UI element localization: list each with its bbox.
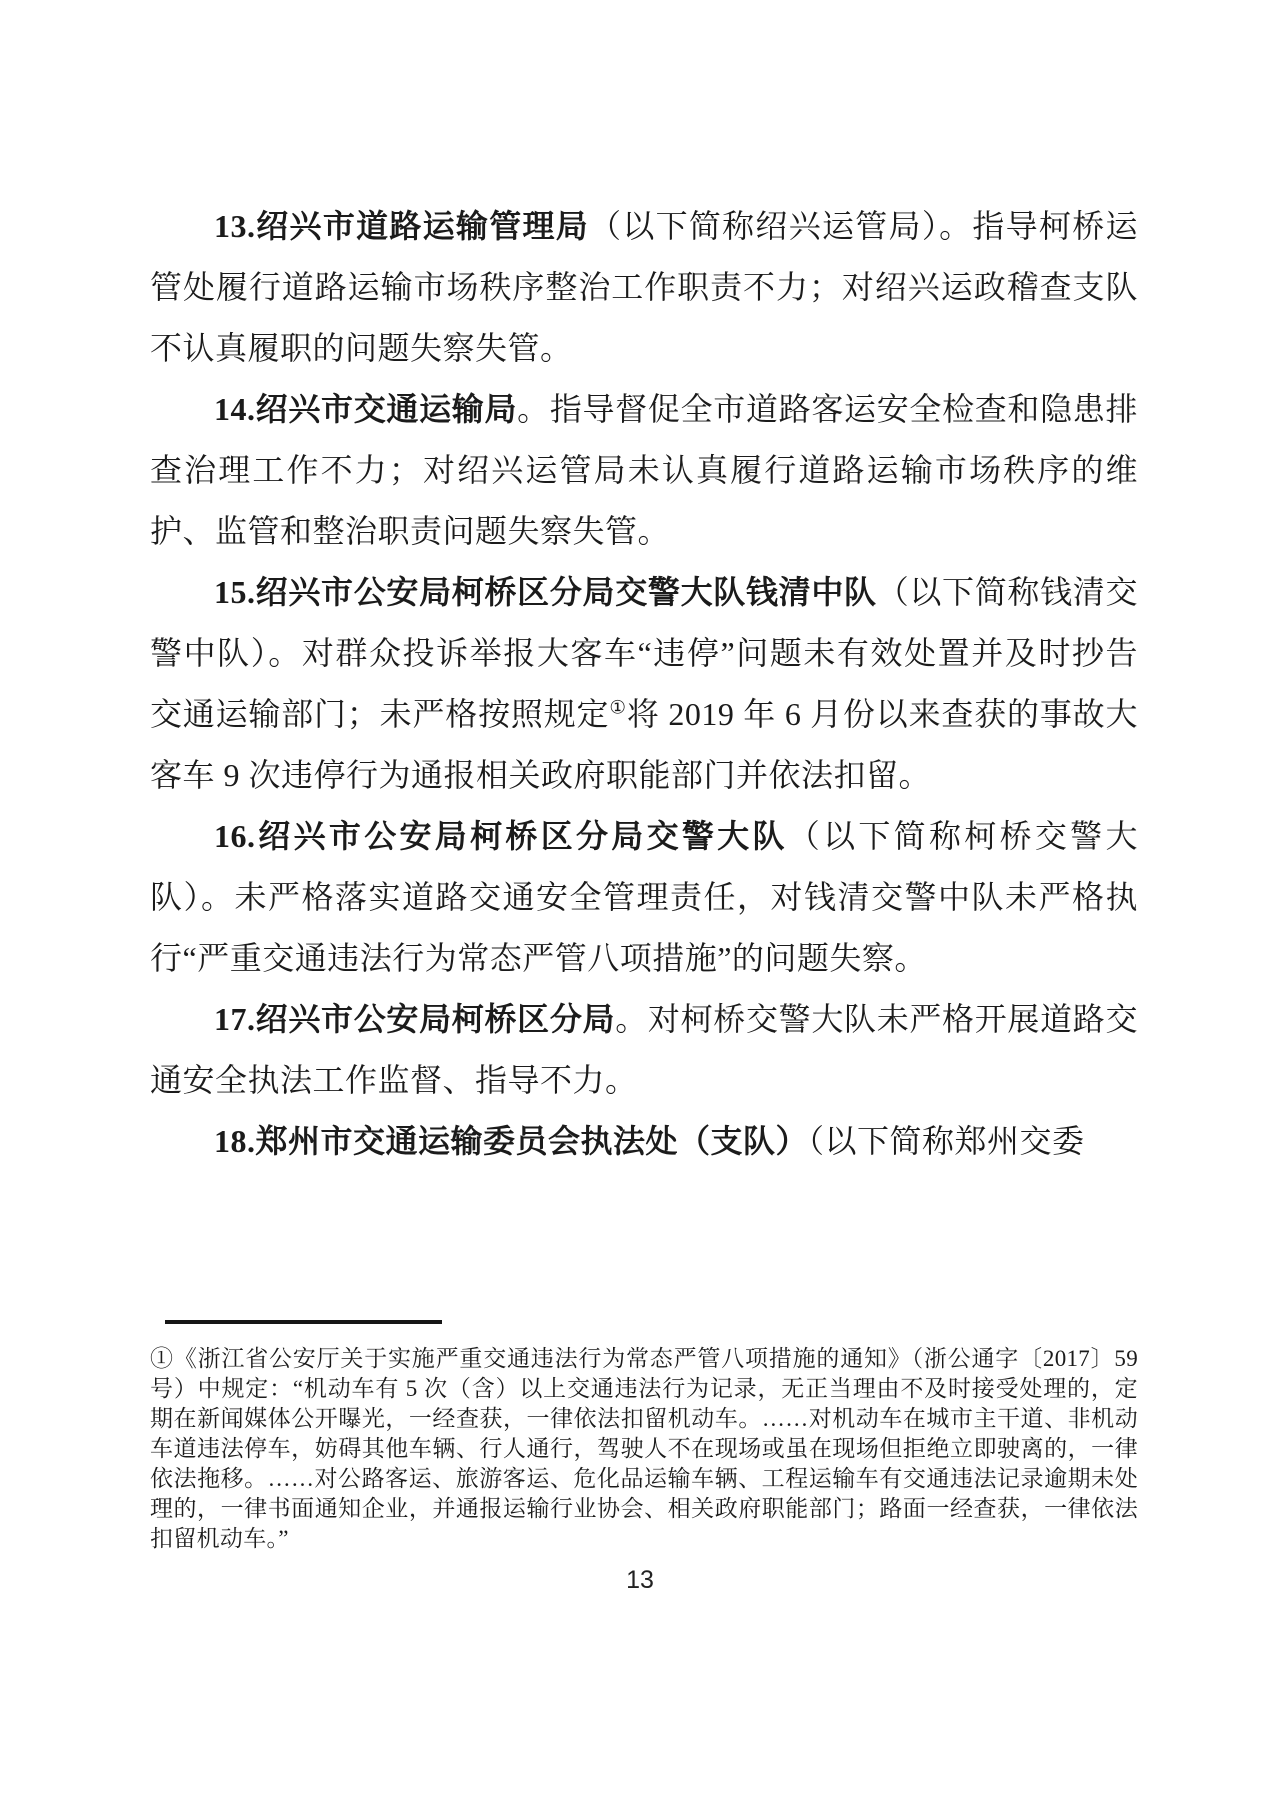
paragraph <box>150 379 1138 562</box>
document-body <box>150 196 1138 1172</box>
paragraph <box>150 562 1138 806</box>
footnote-divider <box>165 1320 442 1324</box>
paragraph-text: 将 2019 年 6 月份以来查获的事故大客车 9 次违停行为通报相关政府职能部门并依法扣留。 <box>150 696 1138 793</box>
paragraph-text: （以下简称郑州交委 <box>808 1123 1085 1159</box>
paragraph-text: 。对柯桥交警大队未严格开展道路交通安全执法工作监督、指导不力。 <box>150 1001 1138 1098</box>
paragraph-heading: 18.郑州市交通运输委员会执法处（支队） <box>214 1123 809 1159</box>
paragraph-list <box>150 196 1138 1172</box>
footnote <box>150 1344 1138 1554</box>
paragraph-heading: 17.绍兴市公安局柯桥区分局 <box>214 1001 616 1037</box>
paragraph <box>150 196 1138 379</box>
paragraph-heading: 15.绍兴市公安局柯桥区分局交警大队钱清中队 <box>214 574 877 610</box>
footnote-body-text: 《浙江省公安厅关于实施严重交通违法行为常态严管八项措施的通知》（浙公通字〔2017〕59 号）中规定：“机动车有 5 次（含）以上交通违法行为记录，无正当理由不及时接受处理的，定期在新闻媒体公开曝光，一经查获，一律依法扣留机动车。……对机动车在城市主干道、非机动车道违法停车，妨碍其他车辆、行人通行，驾驶人不在现场或虽在现场但拒绝立即驶离的，一律依法拖移。……对公路客运、旅游客运、危化品运输车辆、工程运输车有交通违法记录逾期未处理的，一律书面通知企业，并通报运输行业协会、相关政府职能部门；路面一经查获，一律依法扣留机动车。” <box>150 1346 1138 1551</box>
paragraph-text: （以下简称绍兴运管局）。指导柯桥运管处履行道路运输市场秩序整治工作职责不力；对绍兴运政稽查支队不认真履职的问题失察失管。 <box>150 208 1138 366</box>
paragraph-heading: 13.绍兴市道路运输管理局 <box>214 208 590 244</box>
paragraph-text: （以下简称柯桥交警大队）。未严格落实道路交通安全管理责任，对钱清交警中队未严格执行“严重交通违法行为常态严管八项措施”的问题失察。 <box>150 818 1138 976</box>
paragraph-text: （以下简称钱清交警中队）。对群众投诉举报大客车“违停”问题未有效处置并及时抄告交通运输部门；未严格按照规定 <box>150 574 1138 732</box>
footnote-area <box>150 1320 1138 1554</box>
paragraph <box>150 989 1138 1111</box>
paragraph-text: 。指导督促全市道路客运安全检查和隐患排查治理工作不力；对绍兴运管局未认真履行道路运输市场秩序的维护、监管和整治职责问题失察失管。 <box>150 391 1138 549</box>
paragraph <box>150 806 1138 989</box>
paragraph <box>150 1111 1138 1172</box>
paragraph-heading: 16.绍兴市公安局柯桥区分局交警大队 <box>214 818 788 854</box>
paragraph-heading: 14.绍兴市交通运输局 <box>214 391 518 427</box>
footnote-marker: ① <box>150 1346 174 1371</box>
paragraph-text: ① <box>609 697 627 719</box>
page-number: 13 <box>626 1566 654 1594</box>
